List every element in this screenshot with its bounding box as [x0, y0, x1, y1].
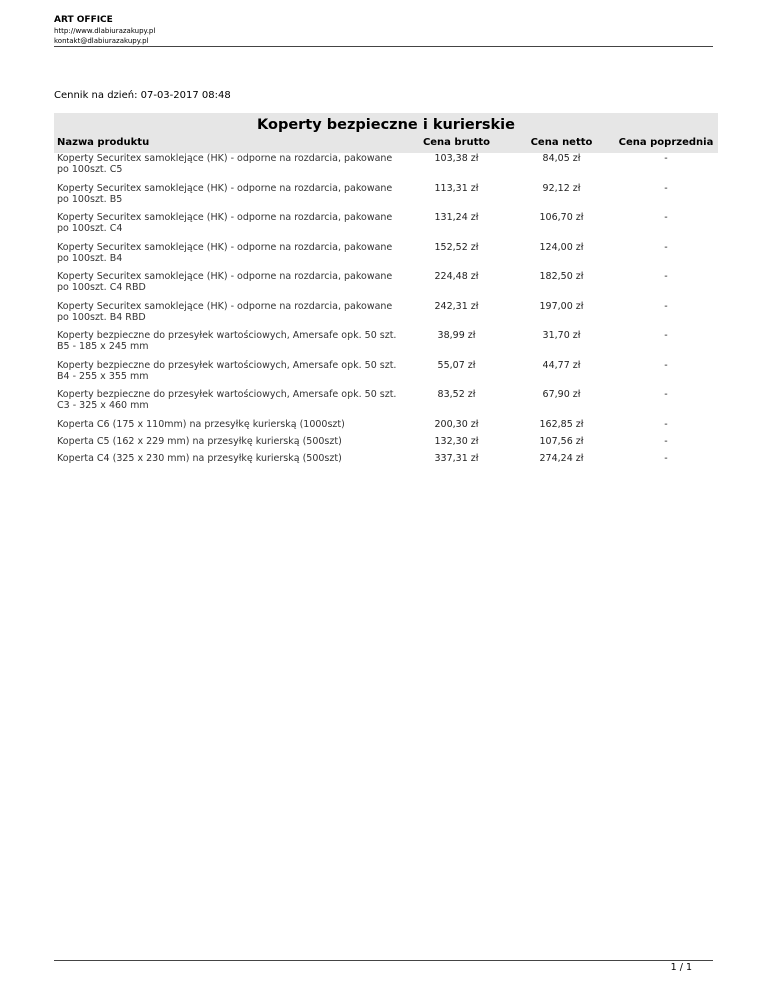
- product-name: Koperta C4 (325 x 230 mm) na przesyłkę kurierską (500szt): [57, 452, 342, 464]
- table-row: [54, 453, 718, 470]
- footer-divider: [54, 960, 713, 961]
- price-net: 182,50 zł: [539, 271, 584, 282]
- table-row: [54, 389, 718, 419]
- price-gross: 224,48 zł: [434, 271, 479, 282]
- price-net: 107,56 zł: [539, 435, 584, 447]
- table-row: [54, 330, 718, 360]
- price-gross: 113,31 zł: [434, 182, 479, 194]
- column-header-net: Cena netto: [509, 137, 614, 153]
- product-name: Koperty bezpieczne do przesyłek wartościowych, Amersafe opk. 50 szt. B5 - 185 x 245 mm: [57, 330, 397, 352]
- price-net: 44,77 zł: [542, 359, 581, 371]
- column-header-previous: Cena poprzednia: [614, 137, 718, 153]
- price-gross: 200,30 zł: [434, 418, 479, 430]
- price-table-section: [54, 113, 718, 470]
- product-name: Koperta C5 (162 x 229 mm) na przesyłkę kurierską (500szt): [57, 435, 342, 447]
- column-header-gross: Cena brutto: [404, 137, 509, 153]
- price-previous: -: [664, 435, 668, 447]
- price-previous: -: [664, 330, 668, 341]
- table-header-row: [54, 137, 718, 153]
- price-previous: -: [664, 153, 668, 164]
- table-row: [54, 436, 718, 453]
- price-net: 84,05 zł: [542, 153, 581, 164]
- company-website[interactable]: http://www.dlabiurazakupy.pl: [54, 27, 156, 35]
- product-name: Koperty Securitex samoklejące (HK) - odporne na rozdarcia, pakowane po 100szt. C4 RBD: [57, 271, 393, 293]
- category-title: Koperty bezpieczne i kurierskie: [54, 113, 718, 137]
- price-previous: -: [664, 359, 668, 371]
- product-name: Koperty Securitex samoklejące (HK) - odporne na rozdarcia, pakowane po 100szt. B5: [57, 182, 393, 205]
- price-gross: 152,52 zł: [434, 241, 479, 253]
- product-name: Koperty Securitex samoklejące (HK) - odporne na rozdarcia, pakowane po 100szt. B4 RBD: [57, 300, 393, 323]
- price-previous: -: [664, 241, 668, 253]
- price-net: 31,70 zł: [542, 330, 581, 341]
- table-row: [54, 360, 718, 390]
- product-name: Koperta C6 (175 x 110mm) na przesyłkę kurierską (1000szt): [57, 418, 345, 430]
- product-name: Koperty Securitex samoklejące (HK) - odporne na rozdarcia, pakowane po 100szt. C4: [57, 212, 393, 234]
- price-previous: -: [664, 182, 668, 194]
- price-gross: 337,31 zł: [434, 452, 479, 464]
- price-net: 67,90 zł: [542, 389, 581, 400]
- table-row: [54, 183, 718, 213]
- price-previous: -: [664, 212, 668, 223]
- document-header: [54, 14, 713, 46]
- company-email[interactable]: kontakt@dlabiurazakupy.pl: [54, 37, 149, 45]
- column-header-name: Nazwa produktu: [54, 137, 404, 153]
- table-row: [54, 301, 718, 331]
- table-row: [54, 212, 718, 242]
- table-row: [54, 242, 718, 272]
- table-row: [54, 419, 718, 436]
- product-name: Koperty Securitex samoklejące (HK) - odporne na rozdarcia, pakowane po 100szt. B4: [57, 241, 393, 264]
- price-gross: 132,30 zł: [434, 435, 479, 447]
- price-net: 92,12 zł: [542, 182, 581, 194]
- price-gross: 83,52 zł: [437, 389, 476, 400]
- price-list-date: Cennik na dzień: 07-03-2017 08:48: [54, 90, 231, 101]
- price-gross: 55,07 zł: [437, 359, 476, 371]
- company-name: ART OFFICE: [54, 15, 113, 25]
- page-number: 1 / 1: [670, 962, 692, 973]
- product-name: Koperty Securitex samoklejące (HK) - odporne na rozdarcia, pakowane po 100szt. C5: [57, 153, 393, 175]
- price-previous: -: [664, 300, 668, 312]
- product-name: Koperty bezpieczne do przesyłek wartościowych, Amersafe opk. 50 szt. B4 - 255 x 355 mm: [57, 359, 397, 382]
- price-table: [54, 137, 718, 470]
- price-gross: 38,99 zł: [437, 330, 476, 341]
- header-divider: [54, 46, 713, 47]
- price-net: 162,85 zł: [539, 418, 584, 430]
- price-previous: -: [664, 418, 668, 430]
- price-gross: 131,24 zł: [434, 212, 479, 223]
- price-previous: -: [664, 389, 668, 400]
- price-previous: -: [664, 271, 668, 282]
- product-name: Koperty bezpieczne do przesyłek wartościowych, Amersafe opk. 50 szt. C3 - 325 x 460 mm: [57, 389, 397, 411]
- price-net: 106,70 zł: [539, 212, 584, 223]
- price-net: 197,00 zł: [539, 300, 584, 312]
- price-previous: -: [664, 452, 668, 464]
- price-net: 124,00 zł: [539, 241, 584, 253]
- price-net: 274,24 zł: [539, 452, 584, 464]
- price-gross: 103,38 zł: [434, 153, 479, 164]
- price-gross: 242,31 zł: [434, 300, 479, 312]
- table-row: [54, 153, 718, 183]
- table-row: [54, 271, 718, 301]
